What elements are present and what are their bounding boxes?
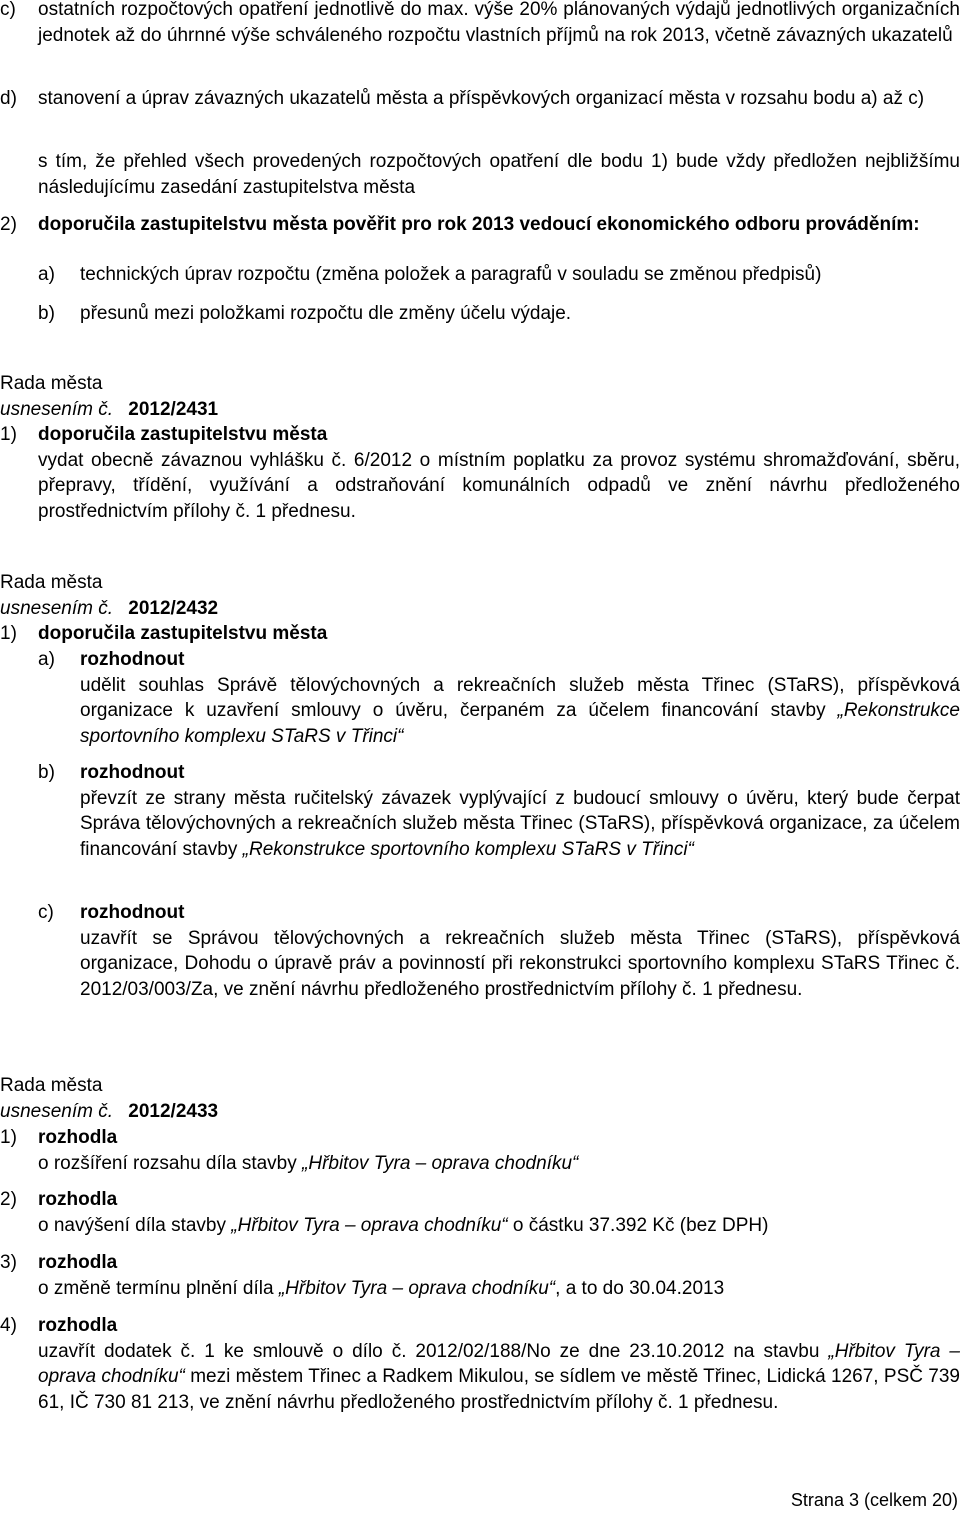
- point-1-number: 1): [0, 424, 17, 445]
- resolution-label: usnesením č.: [0, 1100, 113, 1122]
- decision-2-amount: o částku 37.392 Kč (bez DPH): [507, 1214, 769, 1236]
- decision-1: [0, 1125, 960, 1176]
- sub-b-project-name: „Rekonstrukce sportovního komplexu STaRS v Třinci“: [242, 838, 694, 860]
- decision-2-project: „Hřbitov Tyra – oprava chodníku“: [231, 1214, 508, 1236]
- page-number-footer: Strana 3 (celkem 20): [790, 1490, 958, 1510]
- decision-4-number: 4): [0, 1315, 17, 1336]
- resolution-number: 2012/2432: [128, 597, 219, 619]
- resolution-2432-b: [0, 760, 960, 862]
- sub-c-number: c): [38, 902, 54, 923]
- resolution-number: 2012/2431: [128, 398, 219, 420]
- item-d-number: d): [0, 88, 17, 109]
- council-heading: Rada města: [0, 373, 103, 394]
- decision-3-project: „Hřbitov Tyra – oprava chodníku“: [278, 1277, 556, 1299]
- decision-4-body: [0, 1339, 960, 1416]
- sub-b-heading: rozhodnout: [80, 762, 185, 783]
- point-2-a-text: technických úprav rozpočtu (změna položek a paragrafů v souladu se změnou předpisů): [80, 264, 822, 285]
- resolution-number-line: [0, 1099, 960, 1125]
- decision-4: [0, 1313, 960, 1415]
- sub-c-heading: rozhodnout: [80, 902, 185, 923]
- resolution-2432-a: [0, 647, 960, 749]
- resolution-number-line: [0, 596, 960, 622]
- decision-3-text: o změně termínu plnění díla: [38, 1277, 279, 1299]
- item-c: [0, 0, 960, 48]
- point-2-a-number: a): [38, 264, 55, 285]
- sub-b-number: b): [38, 762, 55, 783]
- resolution-number-line: [0, 397, 960, 423]
- point-2-number: 2): [0, 214, 17, 235]
- decision-2-heading: rozhodla: [38, 1189, 118, 1210]
- resolution-2432-c: [0, 900, 960, 1002]
- point-2-b: [0, 301, 960, 327]
- decision-1-text: o rozšíření rozsahu díla stavby: [38, 1152, 303, 1174]
- point-1-number: 1): [0, 623, 17, 644]
- decision-3-number: 3): [0, 1252, 17, 1273]
- point-2-a: [0, 262, 960, 288]
- item-c-text: ostatních rozpočtových opatření jednotlivě do max. výše 20% plánovaných výdajů jednotlivých organizačních jednotek až do úhrnné výše schváleného rozpočtu vlastních příjmů na rok 2013, včetně závazných ukazatelů: [38, 0, 960, 46]
- sub-b-body-text: převzít ze strany města ručitelský závazek vyplývající z budoucí smlouvy o úvěru, který bude čerpat Správa tělovýchovných a rekreačních služeb města Třinec (STaRS), příspěvková organizace, za účelem financování stavby: [80, 787, 960, 860]
- resolution-label: usnesením č.: [0, 597, 113, 619]
- point-2-text: doporučila zastupitelstvu města pověřit pro rok 2013 vedoucí ekonomického odboru prováděním:: [38, 214, 920, 235]
- decision-2-body: [0, 1213, 960, 1239]
- resolution-2433: [0, 1073, 960, 1124]
- resolution-number: 2012/2433: [128, 1100, 219, 1122]
- decision-4-text: uzavřít dodatek č. 1 ke smlouvě o dílo č. 2012/02/188/No ze dne 23.10.2012 na stavbu: [38, 1340, 829, 1362]
- decision-3-body: [0, 1276, 960, 1302]
- decision-3-heading: rozhodla: [38, 1252, 118, 1273]
- sub-b-body: [38, 786, 960, 863]
- decision-4-details: mezi městem Třinec a Radkem Mikulou, se sídlem ve městě Třinec, Lidická 1267, PSČ 739 61, IČ 730 81 213, ve znění návrhu předloženého prostřednictvím přílohy č. 1 přednesu.: [38, 1366, 960, 1413]
- sub-a-body: [38, 673, 960, 750]
- item-c-number: c): [0, 0, 16, 20]
- council-heading: Rada města: [0, 572, 103, 593]
- decision-2-number: 2): [0, 1189, 17, 1210]
- decision-2-text: o navýšení díla stavby: [38, 1214, 232, 1236]
- decision-1-project: „Hřbitov Tyra – oprava chodníku“: [302, 1152, 579, 1174]
- sub-a-number: a): [38, 649, 55, 670]
- sub-a-heading: rozhodnout: [80, 649, 185, 670]
- point-1-heading: doporučila zastupitelstvu města: [38, 623, 328, 644]
- sub-c-body: uzavřít se Správou tělovýchovných a rekreačních služeb města Třinec (STaRS), příspěvková organizace, Dohodu o úpravě práv a povinností při rekonstrukci sportovního komplexu STaRS Třinec č. 2012/03/003/Za, ve znění návrhu předloženého prostřednictvím přílohy č. 1 přednesu.: [80, 927, 960, 1000]
- decision-2: [0, 1187, 960, 1238]
- point-2-b-text: přesunů mezi položkami rozpočtu dle změny účelu výdaje.: [80, 303, 572, 324]
- council-heading: Rada města: [0, 1075, 103, 1096]
- resolution-label: usnesením č.: [0, 398, 113, 420]
- note-paragraph: s tím, že přehled všech provedených rozpočtových opatření dle bodu 1) bude vždy předložen nejbližšímu následujícímu zasedání zastupitelstva města: [38, 151, 960, 198]
- decision-3: [0, 1250, 960, 1301]
- sub-a-body-text: udělit souhlas Správě tělovýchovných a rekreačních služeb města Třinec (STaRS), příspěvková organizace k uzavření smlouvy o úvěru, čerpaném za účelem financování stavby: [80, 674, 960, 721]
- sub-a-project-name: „Rekonstrukce sportovního komplexu STaRS v Třinci“: [80, 700, 960, 747]
- point-2-b-number: b): [38, 303, 55, 324]
- point-1-heading: doporučila zastupitelstvu města: [38, 424, 328, 445]
- point-2: [0, 212, 960, 238]
- decision-4-heading: rozhodla: [38, 1315, 118, 1336]
- decision-3-date: , a to do 30.04.2013: [555, 1277, 725, 1299]
- decision-1-body: [0, 1151, 960, 1177]
- decision-1-heading: rozhodla: [38, 1127, 118, 1148]
- decision-1-number: 1): [0, 1127, 17, 1148]
- decision-4-project: „Hřbitov Tyra – oprava chodníku“: [38, 1340, 960, 1387]
- resolution-2432: [0, 570, 960, 647]
- resolution-2431: [0, 371, 960, 524]
- item-d: [0, 86, 960, 112]
- item-d-text: stanovení a úprav závazných ukazatelů města a příspěvkových organizací města v rozsahu bodu a) až c): [38, 88, 925, 109]
- point-1-body: vydat obecně závaznou vyhlášku č. 6/2012 o místním poplatku za provoz systému shromažďování, sběru, přepravy, třídění, využívání a odstraňování komunálních odpadů ve znění návrhu předloženého prostřednictvím přílohy č. 1 přednesu.: [38, 449, 960, 522]
